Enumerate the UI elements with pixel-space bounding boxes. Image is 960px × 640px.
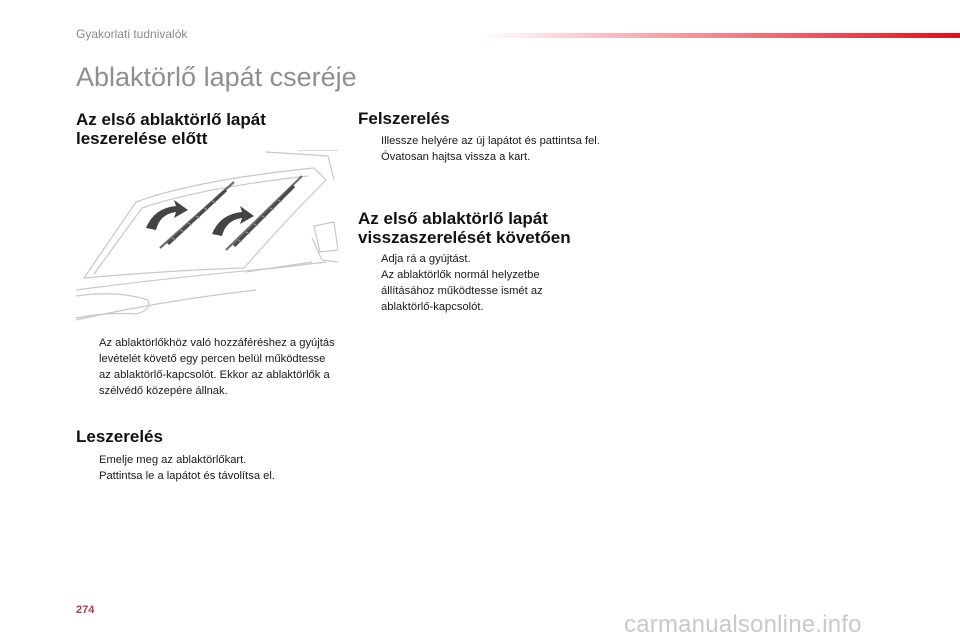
list-item [358, 133, 608, 149]
section-removal-title: Leszerelés [76, 427, 163, 446]
list-item-text: Az ablaktörlők normál helyzetbe állításához működtesse ismét az ablaktörlő-kapcsolót. [381, 269, 543, 313]
list-item [76, 335, 338, 399]
wiper-illustration [76, 150, 338, 332]
list-item [358, 251, 588, 267]
list-item-text: Az ablaktörlőkhöz való hozzáféréshez a gyújtás levételét követő egy percen belül működtesse az ablaktörlő-kapcsolót. Ekkor az ablaktörlők a szélvédő közepére állnak. [99, 337, 335, 397]
running-head: Gyakorlati tudnivalók [76, 27, 188, 41]
list-item [76, 468, 338, 484]
list-item-text: Illessze helyére az új lapátot és pattintsa fel. [381, 135, 600, 147]
list-item [76, 452, 338, 468]
section-before-removal-list [76, 335, 338, 399]
list-item [358, 267, 588, 315]
page-number: 274 [76, 604, 95, 616]
section-installation-list [358, 133, 608, 165]
section-before-removal-title: Az első ablaktörlő lapát leszerelése előtt [76, 110, 266, 148]
header-accent-rule [480, 33, 960, 38]
page-title: Ablaktörlő lapát cseréje [76, 62, 357, 92]
section-removal-list [76, 452, 338, 484]
list-item-text: Adja rá a gyújtást. [381, 253, 471, 265]
list-item [358, 149, 608, 165]
list-item-text: Óvatosan hajtsa vissza a kart. [381, 151, 531, 163]
list-item-text: Emelje meg az ablaktörlőkart. [99, 454, 247, 466]
watermark: carmanualsonline.info [624, 611, 862, 638]
section-after-refitting-title: Az első ablaktörlő lapát visszaszerelését követően [358, 209, 571, 247]
list-item-text: Pattintsa le a lapátot és távolítsa el. [99, 470, 275, 482]
section-after-refitting-list [358, 251, 588, 315]
section-installation-title: Felszerelés [358, 109, 450, 128]
